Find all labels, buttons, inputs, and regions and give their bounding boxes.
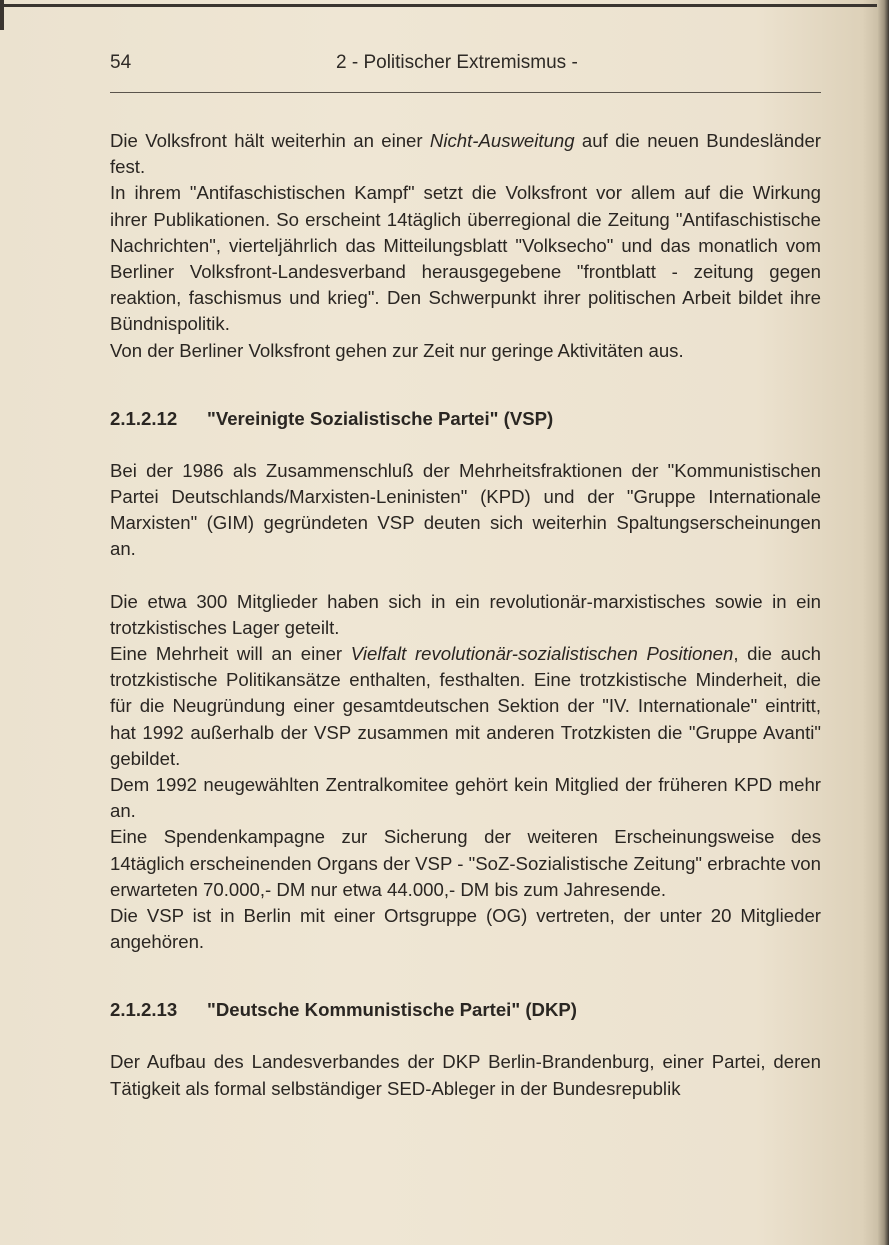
- emphasis: Vielfalt revolutionär-sozialistischen Positionen: [350, 643, 734, 665]
- running-header: [110, 52, 820, 76]
- paragraph: In ihrem "Antifaschistischen Kampf" setzt die Volksfront vor allem auf die Wirkung ihrer Publikationen. So erscheint 14täglich überregional die Zeitung "Antifaschistische Nachrichten", vierteljährlich das Mitteilungsblatt "Volksecho" und das monatlich vom Berliner Volksfront-Landesverband herausgegebene "frontblatt - zeitung gegen reaktion, faschismus und krieg". Den Schwerpunkt ihrer politischen Arbeit bildet ihre Bündnispolitik.: [110, 182, 821, 335]
- emphasis: Nicht-Ausweitung: [429, 130, 575, 151]
- paragraph: Die Volksfront hält weiterhin an einer Nicht-Ausweitung auf die neuen Bundesländer fest.: [110, 130, 821, 178]
- page-binding-shadow: [877, 0, 889, 1245]
- left-edge-mark: [0, 0, 4, 30]
- paragraph: Von der Berliner Volksfront gehen zur Zeit nur geringe Aktivitäten aus.: [110, 339, 684, 361]
- section-title: "Vereinigte Sozialistische Partei" (VSP): [207, 407, 554, 429]
- paragraph: Eine Mehrheit will an einer Vielfalt revolutionär-sozialistischen Positionen, die auch trotzkistische Politikansätze enthalten, festhalten. Eine trotzkistische Minderheit, die für die Neugründung einer gesamtdeutschen Sektion der "IV. Internationale" eintritt, hat 1992 außerhalb der VSP zusammen mit anderen Trotzkisten die "Gruppe Avanti" gebildet.: [110, 643, 821, 769]
- paragraph: Die VSP ist in Berlin mit einer Ortsgruppe (OG) vertreten, der unter 20 Mitglieder angehören.: [110, 905, 821, 953]
- section-number: 2.1.2.13: [110, 999, 178, 1021]
- section-title: "Deutsche Kommunistische Partei" (DKP): [207, 999, 577, 1021]
- section-number: 2.1.2.12: [110, 407, 178, 429]
- body-text: [110, 128, 821, 1102]
- header-rule: [110, 92, 821, 93]
- paragraph: Der Aufbau des Landesverbandes der DKP Berlin-Brandenburg, einer Partei, deren Tätigkeit als formal selbständiger SED-Ableger in der Bundesrepublik: [110, 1051, 821, 1099]
- section-heading-dkp: [110, 997, 821, 1023]
- paragraph: Die etwa 300 Mitglieder haben sich in ein revolutionär-marxistisches sowie in ein trotzkistisches Lager geteilt.: [110, 590, 821, 638]
- paragraph: Dem 1992 neugewählten Zentralkomitee gehört kein Mitglied der früheren KPD mehr an.: [110, 774, 821, 822]
- page-number: 54: [110, 52, 132, 73]
- section-heading-vsp: [110, 406, 821, 432]
- paragraph: Bei der 1986 als Zusammenschluß der Mehrheitsfraktionen der "Kommunistischen Partei Deutschlands/Marxisten-Leninisten" (KPD) und der "Gruppe Internationale Marxisten" (GIM) gegründeten VSP deuten sich weiterhin Spaltungserscheinungen an.: [110, 459, 821, 560]
- paragraph: Eine Spendenkampagne zur Sicherung der weiteren Erscheinungsweise des 14täglich erscheinenden Organs der VSP - "SoZ-Sozialistische Zeitung" erbrachte von erwarteten 70.000,- DM nur etwa 44.000,- DM bis zum Jahresende.: [110, 826, 821, 900]
- top-edge-line: [0, 4, 880, 7]
- chapter-title: 2 - Politischer Extremismus -: [336, 52, 578, 73]
